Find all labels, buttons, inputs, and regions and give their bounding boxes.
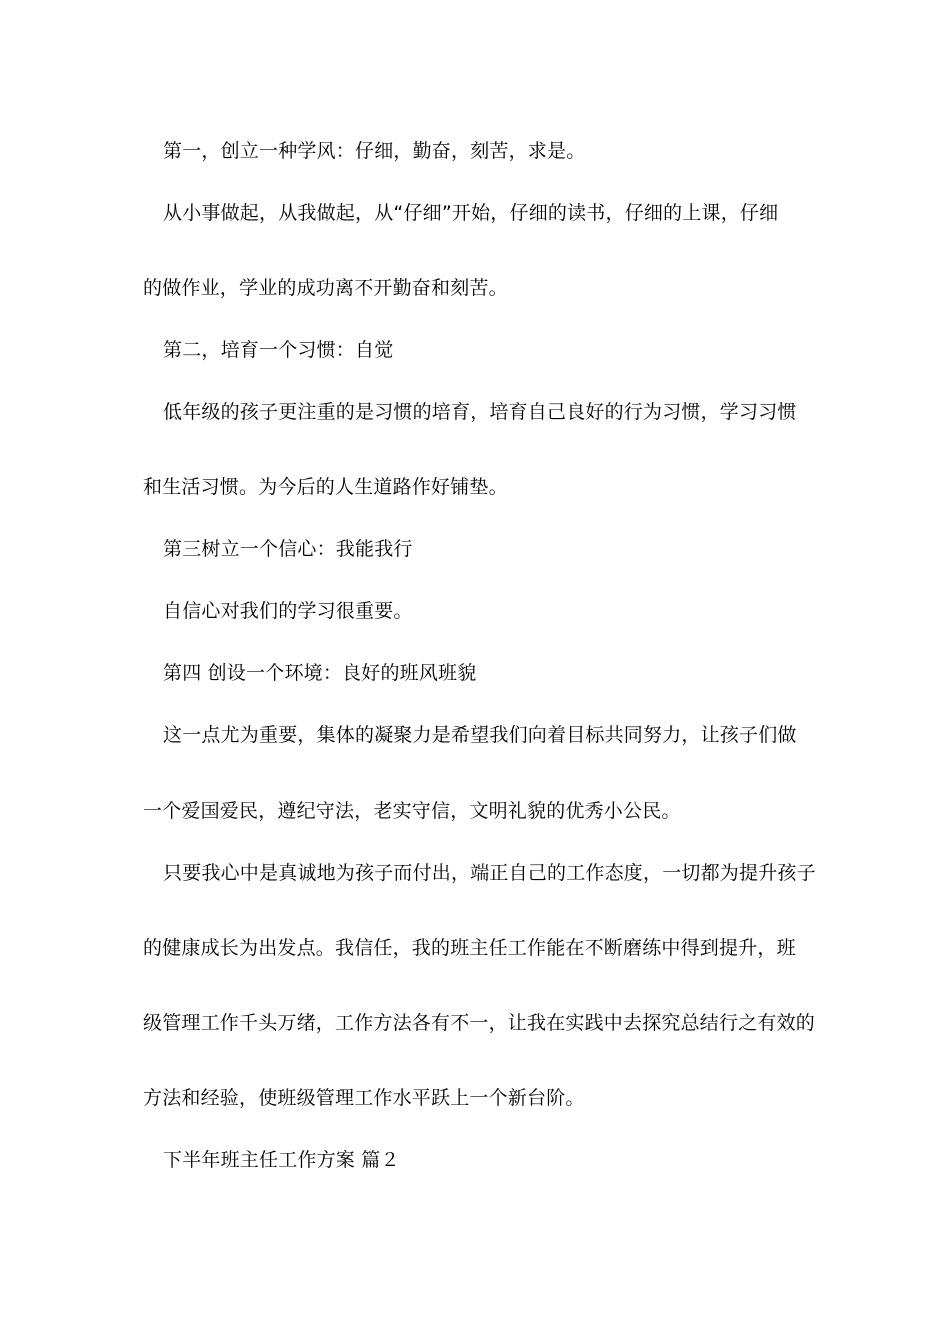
paragraph-line: 一个爱国爱民，遵纪守法，老实守信，文明礼貌的优秀小公民。 (143, 800, 681, 822)
section-title: 下半年班主任工作方案 篇２ (163, 1149, 400, 1171)
paragraph-line: 和生活习惯。为今后的人生道路作好铺垫。 (143, 476, 508, 498)
paragraph-line: 从小事做起，从我做起，从“仔细”开始，仔细的读书，仔细的上课，仔细 (163, 202, 779, 224)
paragraph-line: 的健康成长为出发点。我信任，我的班主任工作能在不断磨练中得到提升，班 (143, 937, 796, 959)
paragraph-line: 的做作业，学业的成功离不开勤奋和刻苦。 (143, 277, 508, 299)
paragraph-line: 这一点尤为重要，集体的凝聚力是希望我们向着目标共同努力，让孩子们做 (163, 724, 797, 746)
paragraph-heading-3: 第三树立一个信心：我能我行 (163, 538, 413, 560)
paragraph-line: 级管理工作千头万绪，工作方法各有不一，让我在实践中去探究总结行之有效的 (143, 1012, 816, 1034)
paragraph-line: 只要我心中是真诚地为孩子而付出，端正自己的工作态度，一切都为提升孩子 (163, 862, 816, 884)
paragraph-heading-2: 第二，培育一个习惯：自觉 (163, 339, 394, 361)
paragraph-heading-4: 第四 创设一个环境：良好的班风班貌 (163, 662, 477, 684)
paragraph-line: 低年级的孩子更注重的是习惯的培育，培育自己良好的行为习惯，学习习惯 (163, 401, 797, 423)
paragraph-heading-1: 第一，创立一种学风：仔细，勤奋，刻苦，求是。 (163, 140, 586, 162)
paragraph-line: 自信心对我们的学习很重要。 (163, 600, 413, 622)
paragraph-line: 方法和经验，使班级管理工作水平跃上一个新台阶。 (143, 1087, 585, 1109)
